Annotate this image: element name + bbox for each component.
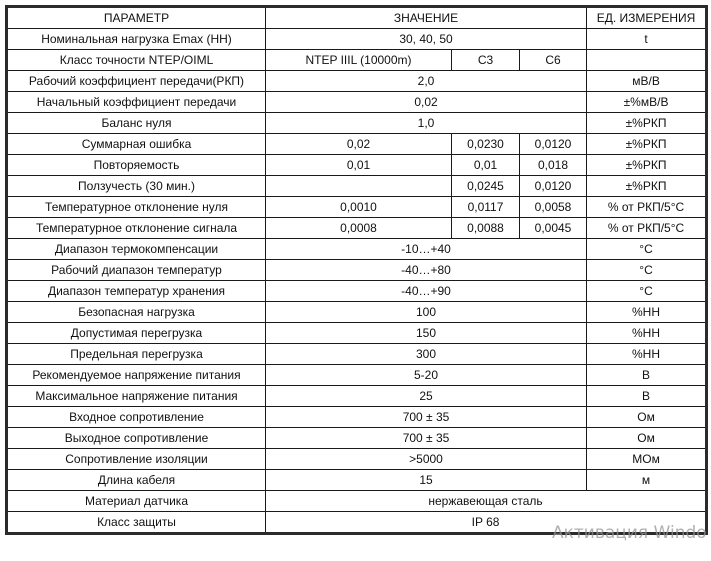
param-cell: Рекомендуемое напряжение питания — [7, 365, 266, 386]
table-row — [7, 407, 707, 428]
param-cell: Начальный коэффициент передачи — [7, 92, 266, 113]
value-cell: -40…+90 — [266, 281, 587, 302]
value-cell: 300 — [266, 344, 587, 365]
param-cell: Температурное отклонение нуля — [7, 197, 266, 218]
unit-cell: %НН — [587, 323, 707, 344]
unit-cell: В — [587, 386, 707, 407]
unit-cell: МОм — [587, 449, 707, 470]
value-cell: 0,0010 — [266, 197, 452, 218]
header-value: ЗНАЧЕНИЕ — [266, 7, 587, 29]
value-cell: -40…+80 — [266, 260, 587, 281]
value-cell: 0,0008 — [266, 218, 452, 239]
unit-cell: м — [587, 470, 707, 491]
unit-cell: °C — [587, 281, 707, 302]
specifications-table — [5, 5, 708, 535]
header-unit: ЕД. ИЗМЕРЕНИЯ — [587, 7, 707, 29]
param-cell: Баланс нуля — [7, 113, 266, 134]
value-cell: 100 — [266, 302, 587, 323]
value-cell: 15 — [266, 470, 587, 491]
unit-cell: °C — [587, 260, 707, 281]
unit-cell: ±%РКП — [587, 155, 707, 176]
unit-cell: В — [587, 365, 707, 386]
unit-cell: %НН — [587, 344, 707, 365]
param-cell: Длина кабеля — [7, 470, 266, 491]
unit-cell: % от РКП/5°C — [587, 218, 707, 239]
table-row — [7, 323, 707, 344]
table-row — [7, 134, 707, 155]
value-cell: 0,0245 — [452, 176, 520, 197]
table-row — [7, 113, 707, 134]
value-cell: 5-20 — [266, 365, 587, 386]
param-cell: Температурное отклонение сигнала — [7, 218, 266, 239]
table-row — [7, 50, 707, 71]
value-cell: C6 — [520, 50, 587, 71]
value-cell: 700 ± 35 — [266, 407, 587, 428]
value-cell: 30, 40, 50 — [266, 29, 587, 50]
value-cell: 0,0120 — [520, 134, 587, 155]
table-header-row — [7, 7, 707, 29]
value-cell: -10…+40 — [266, 239, 587, 260]
value-cell: 1,0 — [266, 113, 587, 134]
value-cell: 0,02 — [266, 92, 587, 113]
value-cell: 0,01 — [266, 155, 452, 176]
value-cell: 0,0117 — [452, 197, 520, 218]
param-cell: Сопротивление изоляции — [7, 449, 266, 470]
table-row — [7, 302, 707, 323]
table-row — [7, 428, 707, 449]
table-row — [7, 71, 707, 92]
param-cell: Рабочий диапазон температур — [7, 260, 266, 281]
table-row — [7, 239, 707, 260]
value-cell: 0,0058 — [520, 197, 587, 218]
table-row — [7, 344, 707, 365]
table-row — [7, 29, 707, 50]
param-cell: Предельная перегрузка — [7, 344, 266, 365]
table-row — [7, 155, 707, 176]
param-cell: Класс защиты — [7, 512, 266, 534]
unit-cell: °C — [587, 239, 707, 260]
unit-cell: ±%РКП — [587, 176, 707, 197]
value-cell: 0,0045 — [520, 218, 587, 239]
table-row — [7, 365, 707, 386]
unit-cell: Ом — [587, 407, 707, 428]
value-cell: 0,02 — [266, 134, 452, 155]
table-row — [7, 176, 707, 197]
table-row — [7, 386, 707, 407]
param-cell: Материал датчика — [7, 491, 266, 512]
value-cell: C3 — [452, 50, 520, 71]
table-row — [7, 218, 707, 239]
table-row — [7, 260, 707, 281]
header-param: ПАРАМЕТР — [7, 7, 266, 29]
table-row — [7, 470, 707, 491]
table-row — [7, 92, 707, 113]
value-cell: 0,018 — [520, 155, 587, 176]
param-cell: Повторяемость — [7, 155, 266, 176]
param-cell: Допустимая перегрузка — [7, 323, 266, 344]
value-cell: 0,01 — [452, 155, 520, 176]
unit-cell — [587, 50, 707, 71]
value-cell — [266, 176, 452, 197]
unit-cell: ±%мВ/В — [587, 92, 707, 113]
table-row — [7, 491, 707, 512]
unit-cell: Ом — [587, 428, 707, 449]
unit-cell: t — [587, 29, 707, 50]
param-cell: Класс точности NTEP/OIML — [7, 50, 266, 71]
value-cell: >5000 — [266, 449, 587, 470]
value-cell: NTEP IIIL (10000m) — [266, 50, 452, 71]
param-cell: Суммарная ошибка — [7, 134, 266, 155]
value-cell: 25 — [266, 386, 587, 407]
unit-cell: ±%РКП — [587, 134, 707, 155]
param-cell: Диапазон температур хранения — [7, 281, 266, 302]
value-cell: 150 — [266, 323, 587, 344]
value-cell: 0,0120 — [520, 176, 587, 197]
table-row — [7, 281, 707, 302]
value-cell: 0,0230 — [452, 134, 520, 155]
param-cell: Рабочий коэффициент передачи(РКП) — [7, 71, 266, 92]
param-cell: Номинальная нагрузка Emax (НН) — [7, 29, 266, 50]
table-row — [7, 512, 707, 534]
unit-cell: мВ/В — [587, 71, 707, 92]
table-row — [7, 449, 707, 470]
param-cell: Входное сопротивление — [7, 407, 266, 428]
unit-cell: % от РКП/5°C — [587, 197, 707, 218]
param-cell: Выходное сопротивление — [7, 428, 266, 449]
value-cell: 2,0 — [266, 71, 587, 92]
param-cell: Ползучесть (30 мин.) — [7, 176, 266, 197]
windows-activation-watermark: Активация Windo — [552, 523, 707, 543]
value-cell: IP 68 — [266, 512, 707, 534]
param-cell: Безопасная нагрузка — [7, 302, 266, 323]
param-cell: Диапазон термокомпенсации — [7, 239, 266, 260]
value-cell: нержавеющая сталь — [266, 491, 707, 512]
value-cell: 0,0088 — [452, 218, 520, 239]
value-cell: 700 ± 35 — [266, 428, 587, 449]
param-cell: Максимальное напряжение питания — [7, 386, 266, 407]
unit-cell: %НН — [587, 302, 707, 323]
unit-cell: ±%РКП — [587, 113, 707, 134]
table-row — [7, 197, 707, 218]
